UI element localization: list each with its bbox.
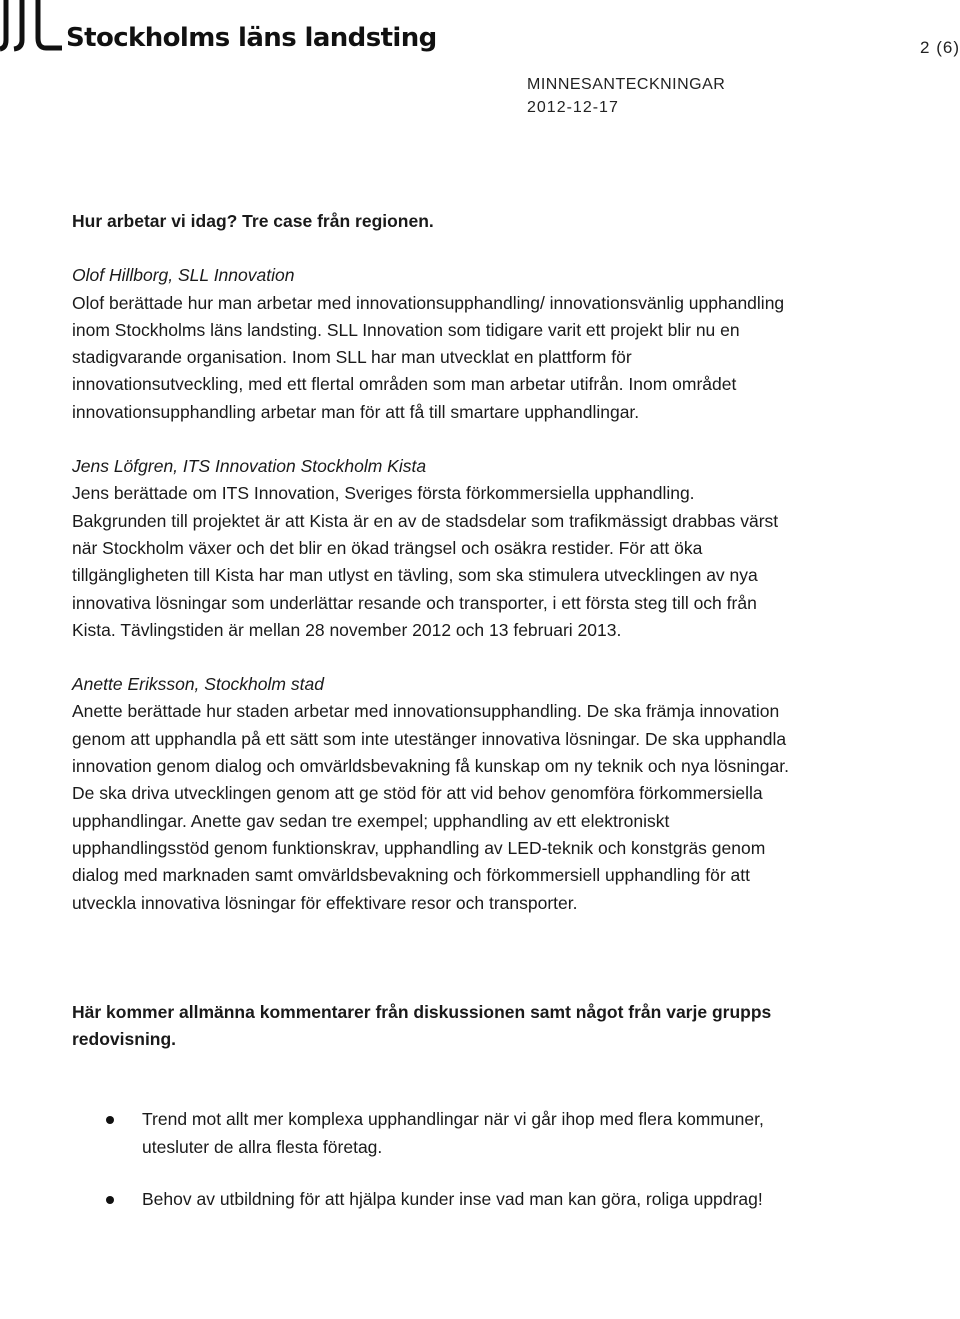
document-type: MINNESANTECKNINGAR (527, 76, 726, 93)
section-title: Jens Löfgren, ITS Innovation Stockholm Kista (72, 456, 427, 477)
section-body: Olof berättade hur man arbetar med innovationsupphandling/ innovationsvänlig upphandling inom Stockholms läns landsting. SLL Innovation som tidigare varit ett projekt blir nu en stadigvarande organisation. Inom SLL har man utvecklat en plattform för innovationsutveckling, med ett flertal områden som man arbetar utifrån. Inom området innovationsupphandling arbetar man för att få till smartare upphandlingar. (72, 292, 785, 422)
logo-wordmark: Stockholms läns landsting (66, 23, 437, 53)
sll-logo (0, 0, 440, 56)
list-item (72, 1106, 792, 1161)
discussion-heading: Här kommer allmänna kommentarer från diskussionen samt något från varje grupps redovisning. (72, 1001, 772, 1050)
document-date: 2012-12-17 (527, 99, 619, 116)
list-item-text: Behov av utbildning för att hjälpa kunder inse vad man kan göra, roliga uppdrag! (142, 1189, 763, 1210)
section-title: Anette Eriksson, Stockholm stad (72, 674, 324, 695)
case-section-anette (72, 671, 792, 917)
section-body: Anette berättade hur staden arbetar med innovationsupphandling. De ska främja innovation genom att upphandla på ett sätt som inte utestänger innovativa lösningar. De ska upphandla innovation genom dialog och omvärldsbevakning få kunskap om ny teknik och nya lösningar. De ska driva utvecklingen genom att ge stöd för att vid behov genomföra förkommersiella upphandlingar. Anette gav sedan tre exempel; upphandling av ett elektroniskt upphandlingsstöd genom funktionskrav, upphandling av LED-teknik och konstgräs genom dialog med marknaden samt omvärldsbevakning och förkommersiell upphandling för att utveckla innovativa lösningar för effektivare resor och transporter. (72, 701, 789, 913)
document-body (72, 208, 792, 1238)
case-section-jens (72, 453, 792, 644)
section-body: Jens berättade om ITS Innovation, Sveriges första förkommersiella upphandling. Bakgrunden till projektet är att Kista är en av de stadsdelar som trafikmässigt drabbas värst när Stockholm växer och det blir en ökad trängsel och osäkra restider. För att öka tillgängligheten till Kista har man utlyst en tävling, som ska stimulera utvecklingen av nya innovativa lösningar som underlättar resande och transporter, i ett första steg till och från Kista. Tävlingstiden är mellan 28 november 2012 och 13 februari 2013. (72, 483, 779, 640)
list-item-text: Trend mot allt mer komplexa upphandlingar när vi går ihop med flera kommuner, utesluter de allra flesta företag. (142, 1109, 764, 1157)
discussion-bullet-list (72, 1106, 792, 1213)
sll-logo-mark-icon (0, 0, 64, 54)
case-section-olof (72, 262, 792, 426)
page-number: 2 (6) (920, 38, 960, 57)
section-title: Olof Hillborg, SLL Innovation (72, 265, 295, 286)
list-item (72, 1186, 792, 1213)
bullet-icon (106, 1196, 114, 1204)
bullet-icon (106, 1116, 114, 1124)
page-heading: Hur arbetar vi idag? Tre case från regionen. (72, 211, 434, 231)
